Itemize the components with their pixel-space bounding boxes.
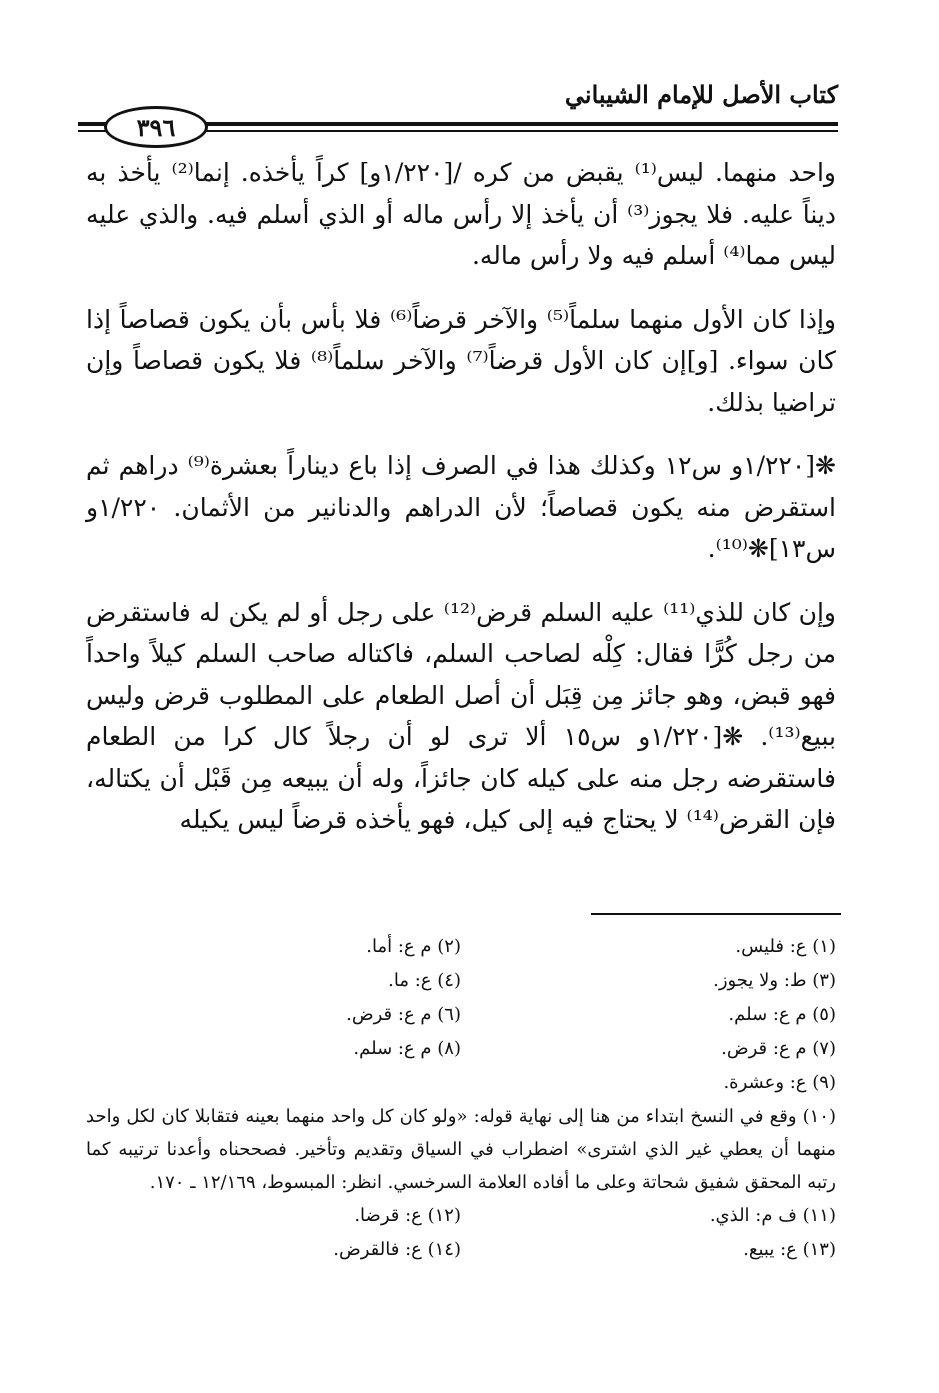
page-header	[78, 60, 838, 144]
footnote-row	[86, 930, 836, 964]
footnote-1: (١) ع: فليس.	[735, 936, 836, 957]
footnote-7: (٧) م ع: قرض.	[721, 1038, 836, 1059]
footnote-row	[86, 1233, 836, 1267]
footnote-8: (٨) م ع: سلم.	[353, 1038, 461, 1059]
paragraph-1: واحد منهما. ليس⁽¹⁾ يقبض من كره /[١/٢٢٠و] كراً يأخذه. إنما⁽²⁾ يأخذ به ديناً عليه. فلا يجوز⁽³⁾ أن يأخذ إلا رأس ماله أو الذي أسلم فيه. والذي عليه ليس مما⁽⁴⁾ أسلم فيه ولا رأس ماله.	[86, 158, 837, 270]
paragraph-3: ❋[١/٢٢٠و س١٢ وكذلك هذا في الصرف إذا باع ديناراً بعشرة⁽⁹⁾ دراهم ثم استقرض منه يكون قصاصاً؛ لأن الدراهم والدنانير من الأثمان. ١/٢٢٠و س١٣]❋⁽¹⁰⁾.	[86, 451, 836, 563]
page-number: ٣٩٦	[104, 106, 208, 148]
paragraph-4: وإن كان للذي⁽¹¹⁾ عليه السلم قرض⁽¹²⁾ على رجل أو لم يكن له فاستقرض من رجل كُرًّا فقال: كِلْه لصاحب السلم، فاكتاله صاحب السلم كيلاً واحداً فهو قبض، وهو جائز مِن قِبَل أن أصل الطعام على المطلوب قرض وليس ببيع⁽¹³⁾. ❋[١/٢٢٠و س١٥ ألا ترى لو أن رجلاً كال كرا من الطعام فاستقرضه رجل منه على كيله كان جائزاً، وله أن يبيعه مِن قَبْل أن يكتاله، فإن القرض⁽¹⁴⁾ لا يحتاج فيه إلى كيل، فهو يأخذه قرضاً ليس يكيله	[86, 597, 836, 834]
footnote-6: (٦) م ع: قرض.	[346, 1004, 461, 1025]
footnote-3: (٣) ط: ولا يجوز.	[713, 970, 836, 991]
footnote-row	[86, 964, 836, 998]
main-text	[86, 152, 836, 841]
footnote-10: (١٠) وقع في النسخ ابتداء من هنا إلى نهاية قوله: «ولو كان كل واحد منهما بعينه فتقابلا كان لكل واحد منهما أن يعطي غير الذي اشترى» اضطراب في السياق وتقديم وتأخير. فصححناه وأعدنا ترتيبه كما رتبه المحقق شفيق شحاتة وعلى ما أفاده العلامة السرخسي. انظر: المبسوط، ١٢/١٦٩ ـ ١٧٠.	[86, 1106, 836, 1193]
footnote-13: (١٣) ع: يبيع.	[743, 1239, 836, 1260]
footnote-separator	[591, 913, 841, 915]
running-title: كتاب الأصل للإمام الشيباني	[564, 80, 838, 109]
footnote-14: (١٤) ع: فالقرض.	[333, 1239, 461, 1260]
footnote-2: (٢) م ع: أما.	[366, 936, 461, 957]
footnote-9: (٩) ع: وعشرة.	[723, 1072, 836, 1093]
footnote-row	[86, 998, 836, 1032]
footnote-11: (١١) ف م: الذي.	[709, 1205, 836, 1226]
footnote-5: (٥) م ع: سلم.	[728, 1004, 836, 1025]
footnote-4: (٤) ع: ما.	[388, 970, 461, 991]
footnotes	[86, 930, 836, 1267]
paragraph-2: وإذا كان الأول منهما سلماً⁽⁵⁾ والآخر قرضاً⁽⁶⁾ فلا بأس بأن يكون قصاصاً إذا كان سواء. [و]إن كان الأول قرضاً⁽⁷⁾ والآخر سلماً⁽⁸⁾ فلا يكون قصاصاً وإن تراضيا بذلك.	[86, 304, 836, 417]
footnote-row	[86, 1199, 836, 1233]
footnote-12: (١٢) ع: قرضا.	[354, 1205, 461, 1226]
footnote-row	[86, 1032, 836, 1066]
footnote-row	[86, 1066, 836, 1100]
